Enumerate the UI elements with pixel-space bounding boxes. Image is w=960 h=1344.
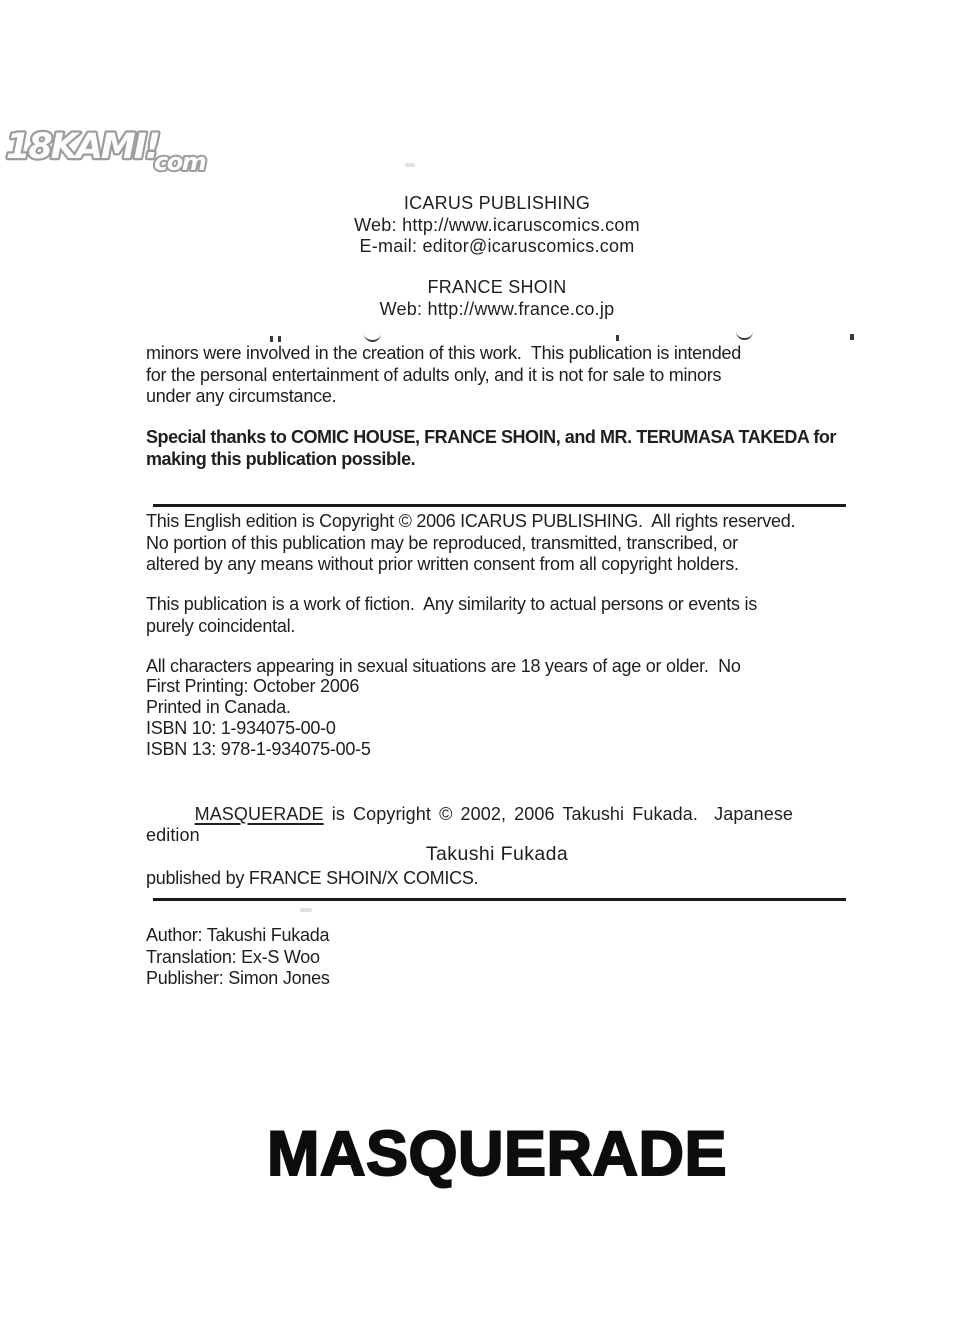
line-age-disclaimer xyxy=(146,656,848,678)
special-thanks-line: Special thanks to COMIC HOUSE, FRANCE SHOIN, and MR. TERUMASA TAKEDA for xyxy=(146,427,836,447)
paragraph-fiction-notice xyxy=(146,594,848,637)
icarus-web-url: Web: http://www.icaruscomics.com xyxy=(354,214,640,235)
block-credits xyxy=(146,925,848,990)
site-watermark-logo xyxy=(2,108,232,188)
fiction-line: This publication is a work of fiction. Any similarity to actual persons or events is xyxy=(146,594,758,614)
printing-line: First Printing: October 2006 xyxy=(146,676,360,696)
block-printing-info xyxy=(146,676,848,760)
credit-publisher-line: Publisher: Simon Jones xyxy=(146,968,330,988)
france-shoin-name: FRANCE SHOIN xyxy=(427,277,567,297)
paragraph-special-thanks xyxy=(146,427,848,470)
artist-name: Takushi Fukada xyxy=(425,843,569,865)
isbn10-line: ISBN 10: 1-934075-00-0 xyxy=(146,718,336,738)
paragraph-english-copyright xyxy=(146,511,848,576)
remnant-mark xyxy=(736,331,753,340)
icarus-email-address: E-mail: editor@icaruscomics.com xyxy=(359,236,635,256)
special-thanks-line: making this publication possible. xyxy=(146,448,416,469)
japanese-copyright-rest: is Copyright © 2002, 2006 Takushi Fukada. Japanese edition xyxy=(146,803,802,845)
copyright-line: altered by any means without prior written consent from all copyright holders. xyxy=(146,554,739,574)
scan-artifact-top xyxy=(405,163,415,167)
copyright-line: This English edition is Copyright © 2006 ICARUS PUBLISHING. All rights reserved. xyxy=(146,511,796,531)
copyright-line: No portion of this publication may be reproduced, transmitted, transcribed, or xyxy=(146,532,738,553)
book-title: MASQUERADE xyxy=(266,1119,728,1189)
credit-translation-line: Translation: Ex-S Woo xyxy=(146,946,320,967)
france-web-url: Web: http://www.france.co.jp xyxy=(379,298,615,319)
masquerade-underlined-word: MASQUERADE xyxy=(194,803,324,824)
disclaimer-line: under any circumstance. xyxy=(146,386,337,406)
remnant-mark xyxy=(270,336,273,342)
scan-artifact-below-rule xyxy=(300,908,312,912)
japanese-copyright-line2: published by FRANCE SHOIN/X COMICS. xyxy=(146,868,479,888)
remnant-mark xyxy=(278,336,281,342)
remnant-mark xyxy=(364,333,381,342)
icarus-publisher-block xyxy=(146,193,848,258)
age-disclaimer-text: All characters appearing in sexual situations are 18 years of age or older. No xyxy=(146,656,741,676)
france-shoin-block xyxy=(146,277,848,320)
isbn13-line: ISBN 13: 978-1-934075-00-5 xyxy=(146,739,371,759)
fiction-line: purely coincidental. xyxy=(146,615,296,636)
paragraph-minors-disclaimer xyxy=(146,343,848,408)
artist-name-block xyxy=(146,844,848,866)
divider-rule-top xyxy=(153,504,846,507)
paragraph-japanese-copyright xyxy=(146,782,848,890)
printing-line: Printed in Canada. xyxy=(146,697,291,717)
remnant-mark xyxy=(616,335,619,341)
credit-author-line: Author: Takushi Fukada xyxy=(146,925,330,945)
watermark-main-text: 18KAMI! xyxy=(6,127,159,167)
icarus-publisher-name: ICARUS PUBLISHING xyxy=(403,193,591,213)
disclaimer-line: for the personal entertainment of adults only, and it is not for sale to minors xyxy=(146,364,722,385)
watermark-suffix-text: com xyxy=(154,148,206,176)
remnant-mark xyxy=(850,334,854,340)
disclaimer-line: minors were involved in the creation of this work. This publication is intended xyxy=(146,343,741,363)
divider-rule-bottom xyxy=(153,898,846,901)
